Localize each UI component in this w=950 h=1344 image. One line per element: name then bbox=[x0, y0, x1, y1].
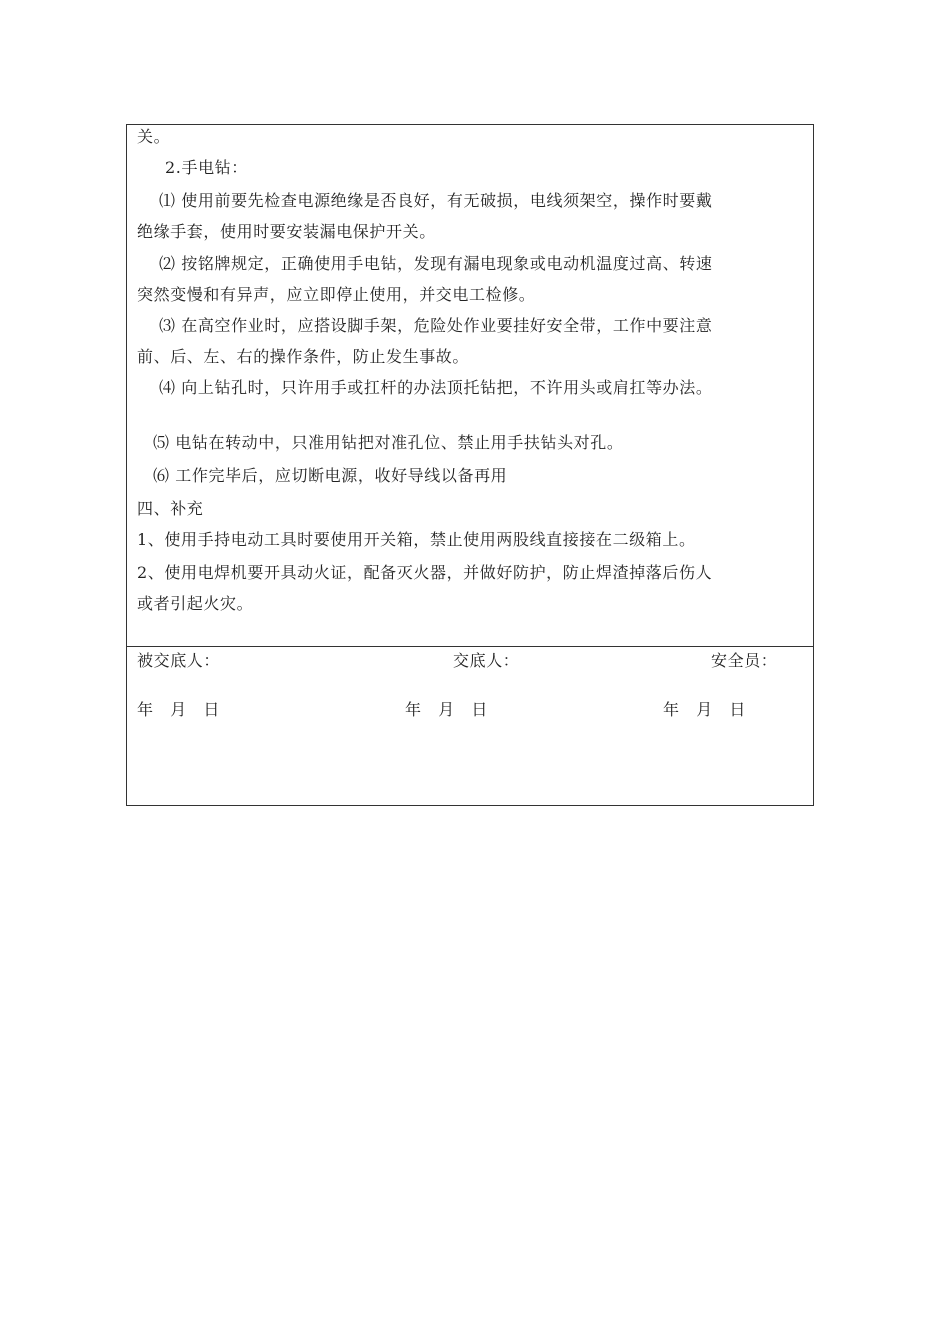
text-line: ⑹ 工作完毕后，应切断电源，收好导线以备再用 bbox=[153, 466, 508, 485]
receiver-date: 年 月 日 bbox=[137, 700, 221, 719]
receiver-label: 被交底人： bbox=[137, 651, 221, 670]
discloser-label: 交底人： bbox=[453, 651, 520, 670]
section-heading-drill: 2.手电钻： bbox=[165, 158, 248, 177]
text-line: 或者引起火灾。 bbox=[137, 594, 254, 613]
text-line: ⑶ 在高空作业时，应搭设脚手架，危险处作业要挂好安全带，工作中要注意 bbox=[159, 316, 713, 335]
text-line: ⑸ 电钻在转动中，只准用钻把对准孔位、禁止用手扶钻头对孔。 bbox=[153, 433, 624, 452]
text-line: ⑷ 向上钻孔时，只许用手或扛杆的办法顶托钻把，不许用头或肩扛等办法。 bbox=[159, 378, 713, 397]
disclosure-form bbox=[126, 124, 814, 806]
discloser-date: 年 月 日 bbox=[405, 700, 489, 719]
text-line: 1、使用手持电动工具时要使用开关箱，禁止使用两股线直接接在二级箱上。 bbox=[137, 530, 696, 549]
text-line: ⑵ 按铭牌规定，正确使用手电钻，发现有漏电现象或电动机温度过高、转速 bbox=[159, 254, 713, 273]
text-line: 突然变慢和有异声，应立即停止使用，并交电工检修。 bbox=[137, 285, 536, 304]
safety-officer-date: 年 月 日 bbox=[663, 700, 747, 719]
content-cell bbox=[127, 125, 813, 647]
text-line: 关。 bbox=[137, 127, 171, 146]
text-line: 前、后、左、右的操作条件，防止发生事故。 bbox=[137, 347, 470, 366]
text-line: 绝缘手套，使用时要安装漏电保护开关。 bbox=[137, 222, 436, 241]
safety-officer-label: 安全员： bbox=[711, 651, 778, 670]
text-line: 2、使用电焊机要开具动火证，配备灭火器，并做好防护，防止焊渣掉落后伤人 bbox=[137, 563, 713, 582]
section-heading-supplement: 四、补充 bbox=[137, 499, 204, 518]
text-line: ⑴ 使用前要先检查电源绝缘是否良好，有无破损，电线须架空，操作时要戴 bbox=[159, 191, 713, 210]
